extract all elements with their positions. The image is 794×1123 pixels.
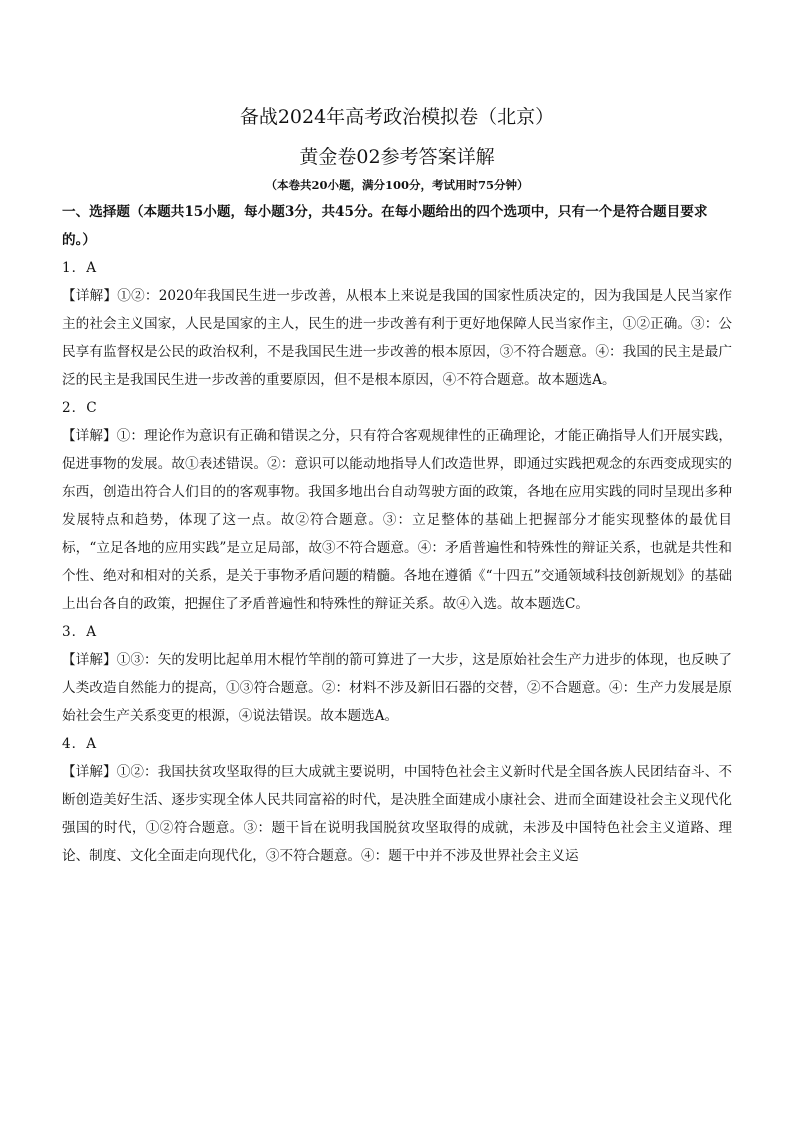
question-detail [62,758,732,870]
question-block-1 [62,254,732,394]
question-number: 4．A [62,736,98,752]
detail-label: 【详解】 [62,288,118,304]
question-detail [62,422,732,618]
question-detail [62,646,732,730]
page-title: 备战2024年高考政治模拟卷（北京） [239,106,555,128]
detail-label: 【详解】 [62,764,117,780]
detail-text: ①②：我国扶贫攻坚取得的巨大成就主要说明，中国特色社会主义新时代是全国各族人民团结奋斗、不断创造美好生活、逐步实现全体人民共同富裕的时代，是决胜全面建成小康社会、进而全面建设社会主义现代化强国的时代，①②符合题意。③：题干旨在说明我国脱贫攻坚取得的成就，未涉及中国特色社会主义道路、理论、制度、文化全面走向现代化，③不符合题意。④：题干中并不涉及世界社会主义运 [62,764,732,864]
question-detail [62,282,732,394]
detail-text: ①③：矢的发明比起单用木棍竹竿削的箭可算进了一大步，这是原始社会生产力进步的体现，也反映了人类改造自然能力的提高，①③符合题意。②：材料不涉及新旧石器的交替，②不合题意。④：生产力发展是原始社会生产关系变更的根源，④说法错误。故本题选A。 [62,652,732,724]
question-block-2 [62,394,732,618]
question-block-4 [62,730,732,870]
section-heading: 一、选择题（本题共15小题，每小题3分，共45分。在每小题给出的四个选项中，只有一个是符合题目要求的。） [62,204,708,248]
document-page [62,100,732,870]
detail-label: 【详解】 [62,652,117,668]
detail-text: ①：理论作为意识有正确和错误之分，只有符合客观规律性的正确理论，才能正确指导人们开展实践，促进事物的发展。故①表述错误。②：意识可以能动地指导人们改造世界，即通过实践把观念的东西变成现实的东西，创造出符合人们目的的客观事物。我国多地出台自动驾驶方面的政策，各地在应用实践的同时呈现出多种发展特点和趋势，体现了这一点。故②符合题意。③：立足整体的基础上把握部分才能实现整体的最优目标，“立足各地的应用实践”是立足局部，故③不符合题意。④：矛盾普遍性和特殊性的辩证关系，也就是共性和个性、绝对和相对的关系，是关于事物矛盾问题的精髓。各地在遵循《“十四五”交通领域科技创新规划》的基础上出台各自的政策，把握住了矛盾普遍性和特殊性的辩证关系。故④入选。故本题选C。 [62,428,732,612]
question-block-3 [62,618,732,730]
question-number: 3．A [62,624,98,640]
detail-label: 【详解】 [62,428,117,444]
exam-note: （本卷共20小题，满分100分，考试用时75分钟） [265,178,529,192]
page-subtitle: 黄金卷02参考答案详解 [299,146,495,168]
detail-text: ①②：2020年我国民生进一步改善，从根本上来说是我国的国家性质决定的，因为我国是人民当家作主的社会主义国家，人民是国家的主人，民生的进一步改善有利于更好地保障人民当家作主，①②正确。③：公民享有监督权是公民的政治权利，不是我国民生进一步改善的根本原因，③不符合题意。④：我国的民主是最广泛的民主是我国民生进一步改善的重要原因，但不是根本原因，④不符合题意。故本题选A。 [62,288,733,388]
question-number: 1．A [62,260,98,276]
question-number: 2．C [62,400,98,416]
